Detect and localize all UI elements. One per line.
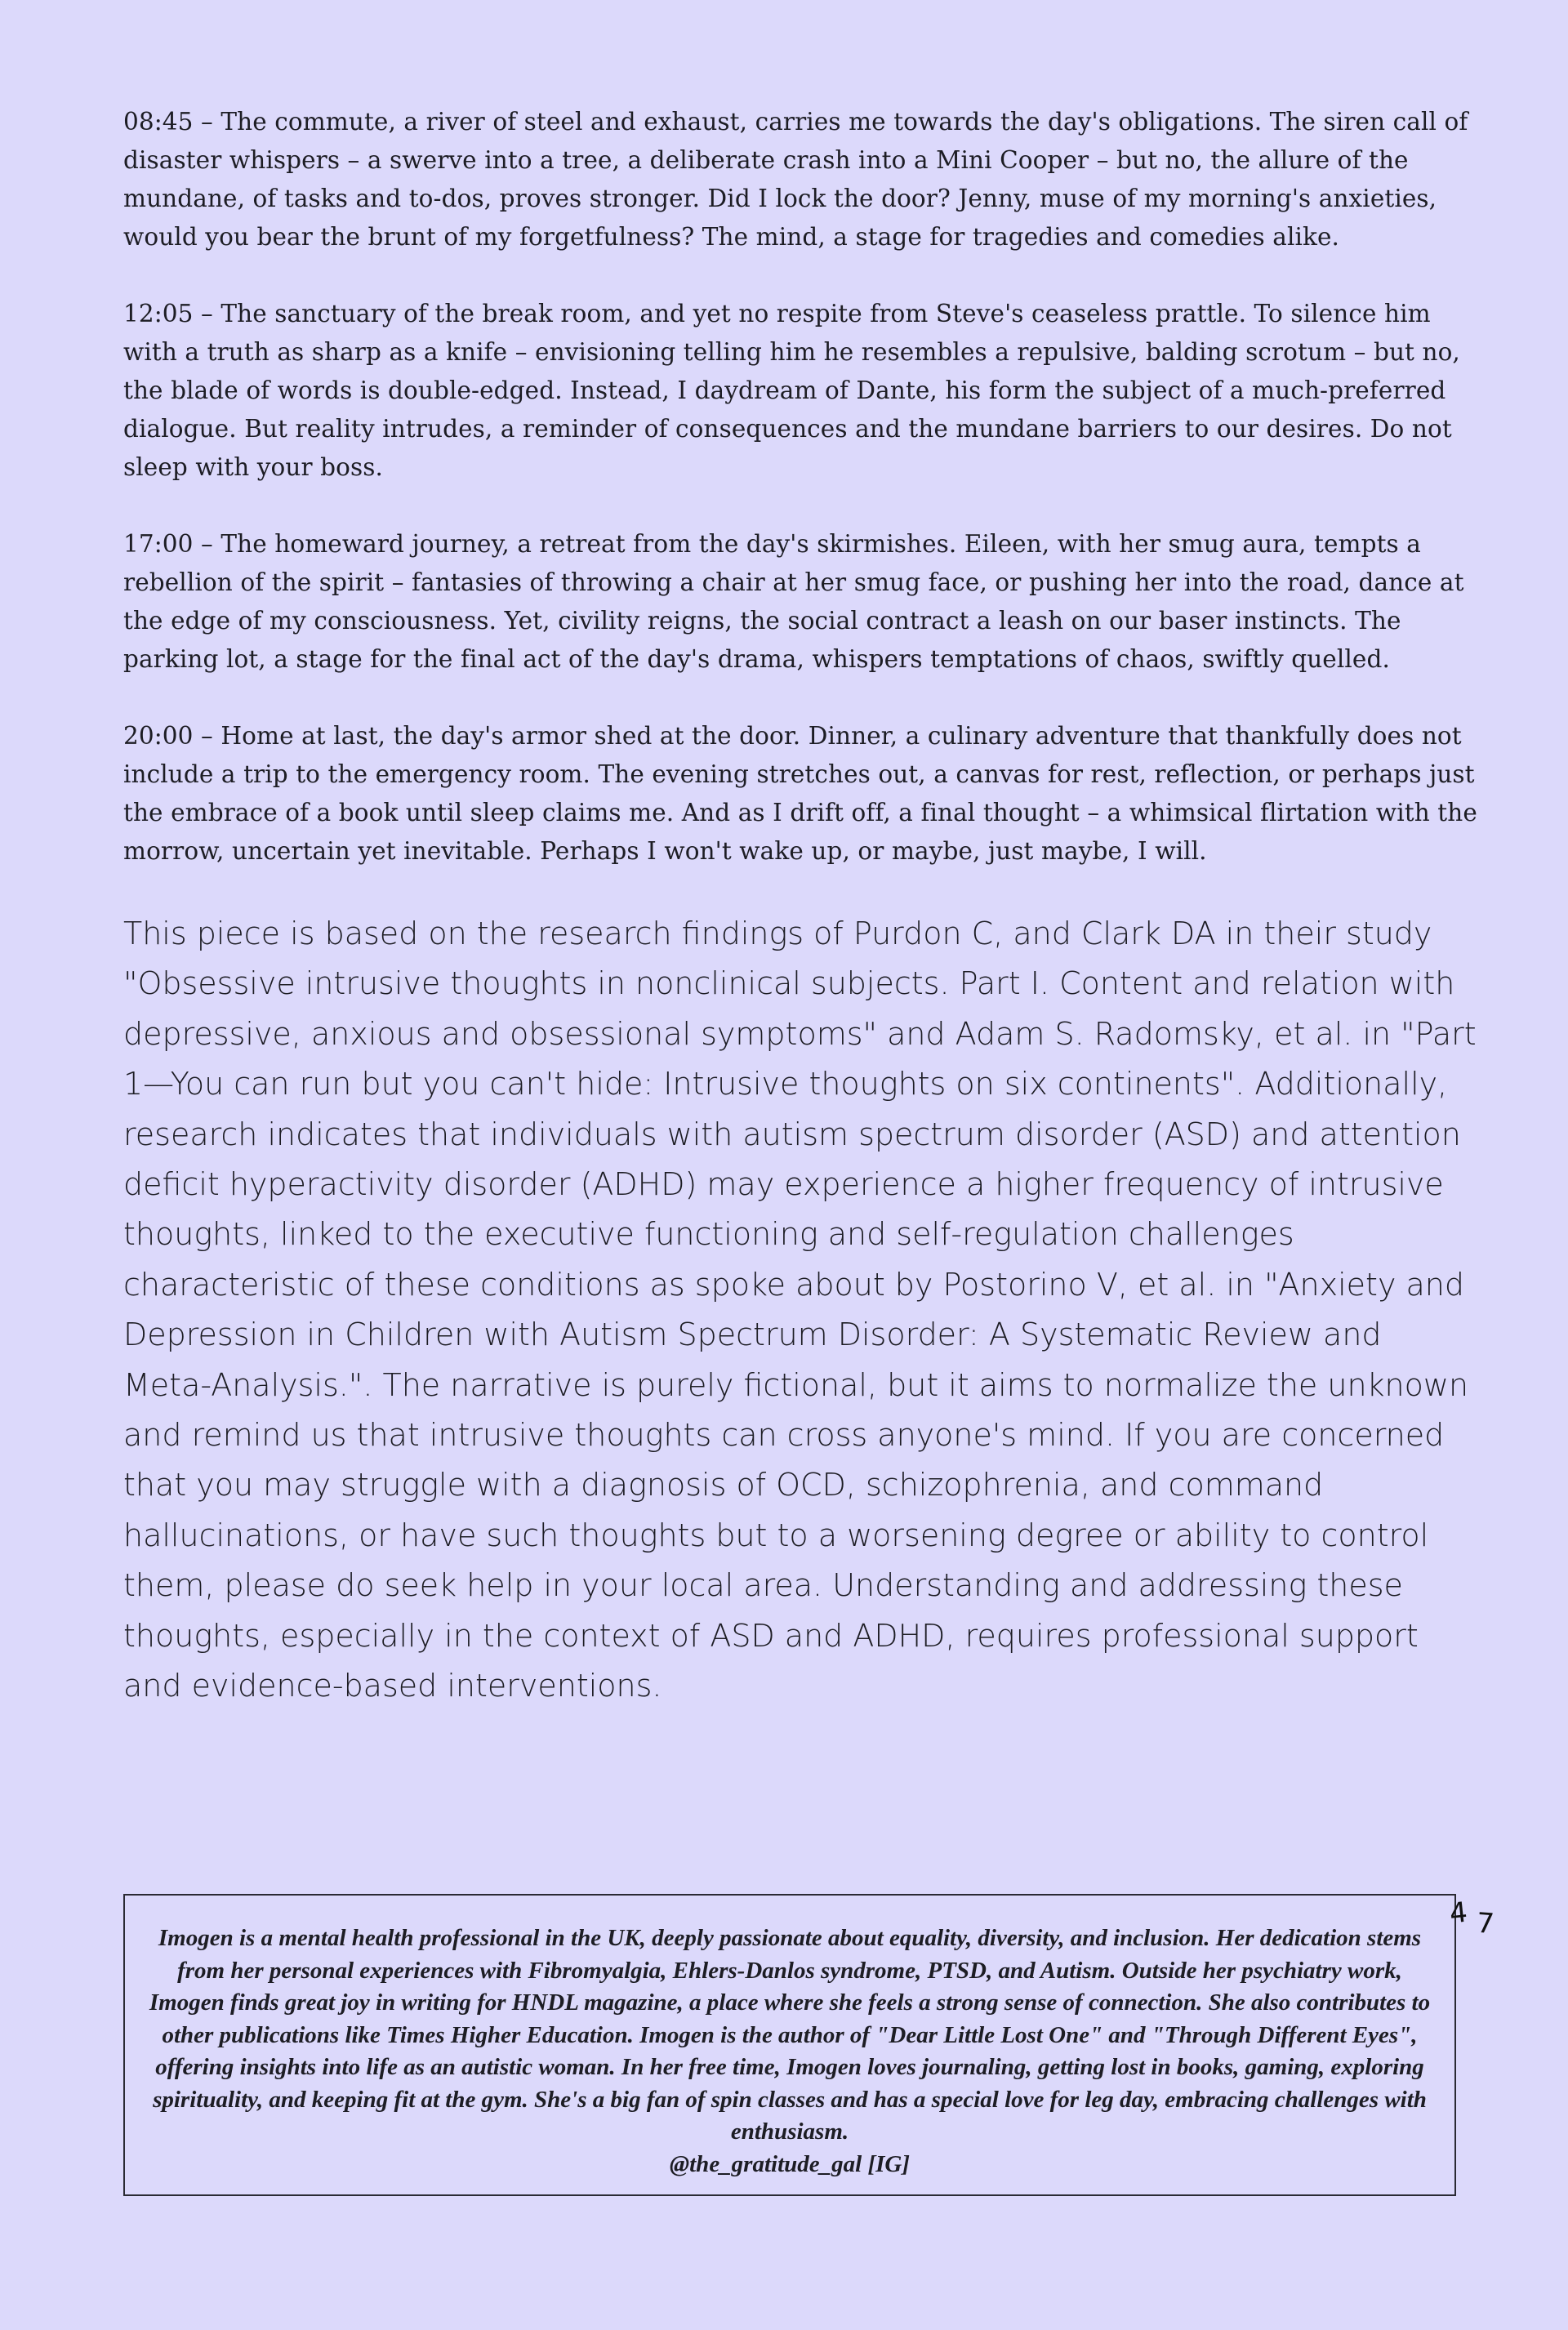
diary-entry-1700: 17:00 – The homeward journey, a retreat from the day's skirmishes. Eileen, with her smug aura, tempts a rebellion of the spirit – fantasies of throwing a chair at her smug face, or pushing her into the road, dance at the edge of my consciousness. Yet, civility reigns, the social contract a leash on our baser instincts. The parking lot, a stage for the final act of the day's drama, whispers temptations of chaos, swiftly quelled. (123, 530, 1464, 673)
author-bio (145, 1922, 1435, 2181)
diary-entry-2000: 20:00 – Home at last, the day's armor shed at the door. Dinner, a culinary adventure that thankfully does not include a trip to the emergency room. The evening stretches out, a canvas for rest, reflection, or perhaps just the embrace of a book until sleep claims me. And as I drift off, a final thought – a whimsical flirtation with the morrow, uncertain yet inevitable. Perhaps I won't wake up, or maybe, just maybe, I will. (123, 722, 1477, 865)
research-note: This piece is based on the research findings of Purdon C, and Clark DA in their study "Obsessive intrusive thoughts in nonclinical subjects. Part I. Content and relation with depressive, anxious and obsessional symptoms" and Adam S. Radomsky, et al. in "Part 1—You can run but you can't hide: Intrusive thoughts on six continents". Additionally, research indicates that individuals with autism spectrum disorder (ASD) and attention deficit hyperactivity disorder (ADHD) may experience a higher frequency of intrusive thoughts, linked to the executive functioning and self-regulation challenges characteristic of these conditions as spoke about by Postorino V, et al. in "Anxiety and Depression in Children with Autism Spectrum Disorder: A Systematic Review and Meta-Analysis.". The narrative is purely fictional, but it aims to normalize the unknown and remind us that intrusive thoughts can cross anyone's mind. If you are concerned that you may struggle with a diagnosis of OCD, schizophrenia, and command hallucinations, or have such thoughts but to a worsening degree or ability to control them, please do seek help in your local area. Understanding and addressing these thoughts, especially in the context of ASD and ADHD, requires professional support and evidence-based interventions. (123, 916, 1477, 1704)
author-social-handle: @the_gratitude_gal [IG] (670, 2150, 910, 2177)
page-number-digit-2: 7 (1476, 1906, 1506, 1942)
author-bio-box (123, 1894, 1456, 2196)
author-bio-text: Imogen is a mental health professional in the UK, deeply passionate about equality, diversity, and inclusion. Her dedication stems from her personal experiences with Fibromyalgia, Ehlers-Danlos syndrome, PTSD, and Autism. Outside her psychiatry work, Imogen finds great joy in writing for HNDL magazine, a place where she feels a strong sense of connection. She also contributes to other publications like Times Higher Education. Imogen is the author of "Dear Little Lost One" and "Through Different Eyes", offering insights into life as an autistic woman. In her free time, Imogen loves journaling, getting lost in books, gaming, exploring spirituality, and keeping fit at the gym. She's a big fan of spin classes and has a special love for leg day, embracing challenges with enthusiasm. (149, 1925, 1431, 2145)
diary-entry-1205: 12:05 – The sanctuary of the break room, and yet no respite from Steve's ceaseless prattle. To silence him with a truth as sharp as a knife – envisioning telling him he resembles a repulsive, balding scrotum – but no, the blade of words is double-edged. Instead, I daydream of Dante, his form the subject of a much-preferred dialogue. But reality intrudes, a reminder of consequences and the mundane barriers to our desires. Do not sleep with your boss. (123, 300, 1460, 481)
diary-entry-0845: 08:45 – The commute, a river of steel and exhaust, carries me towards the day's obligations. The siren call of disaster whispers – a swerve into a tree, a deliberate crash into a Mini Cooper – but no, the allure of the mundane, of tasks and to-dos, proves stronger. Did I lock the door? Jenny, muse of my morning's anxieties, would you bear the brunt of my forgetfulness? The mind, a stage for tragedies and comedies alike. (123, 108, 1468, 251)
page-number-digit-1: 4 (1447, 1895, 1479, 1931)
article-body (123, 103, 1479, 1712)
page-number (1447, 1895, 1506, 1942)
